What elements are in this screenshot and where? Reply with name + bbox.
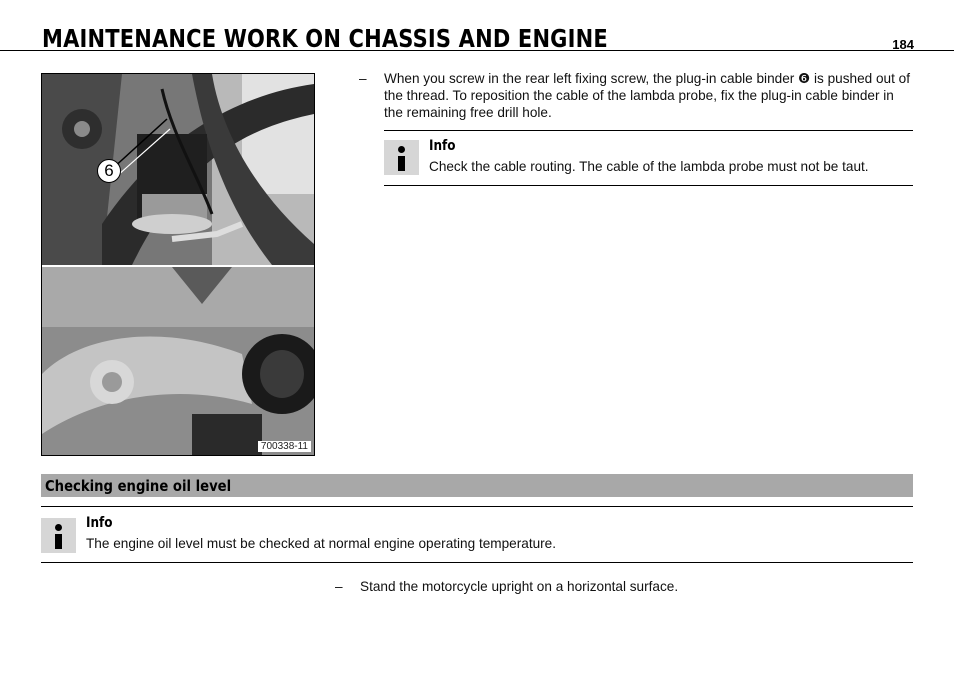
info-box-cable-routing [384, 130, 913, 186]
info-icon [41, 518, 76, 553]
page-number: 184 [892, 37, 914, 52]
info-title: Info [86, 515, 113, 531]
header-divider [0, 50, 954, 51]
section-heading-bar [41, 474, 913, 497]
step-text: Stand the motorcycle upright on a horizontal surface. [360, 579, 679, 594]
info-text: The engine oil level must be checked at normal engine operating temperature. [86, 536, 557, 551]
info-title: Info [429, 138, 456, 154]
callout-6: 6 [97, 159, 121, 183]
step-reposition-cable [359, 70, 915, 121]
info-text: Check the cable routing. The cable of the lambda probe must not be taut. [429, 159, 869, 174]
step-dash: – [335, 579, 343, 594]
info-box-oil-temperature [41, 506, 913, 563]
step-text: When you screw in the rear left fixing screw, the plug-in cable binder ❻ is pushed out of the thread. To reposition the cable of the lambda probe, fix the plug-in cable binder in the remaining free drill hole. [384, 71, 911, 120]
section-title: Checking engine oil level [45, 477, 232, 495]
photo-figure [41, 73, 315, 456]
figure-id: 700338-11 [258, 441, 311, 452]
step-stand-upright [335, 578, 895, 595]
motorcycle-photo [42, 74, 314, 455]
step-dash: – [359, 71, 367, 86]
info-icon [384, 140, 419, 175]
page-title: MAINTENANCE WORK ON CHASSIS AND ENGINE [42, 24, 608, 53]
